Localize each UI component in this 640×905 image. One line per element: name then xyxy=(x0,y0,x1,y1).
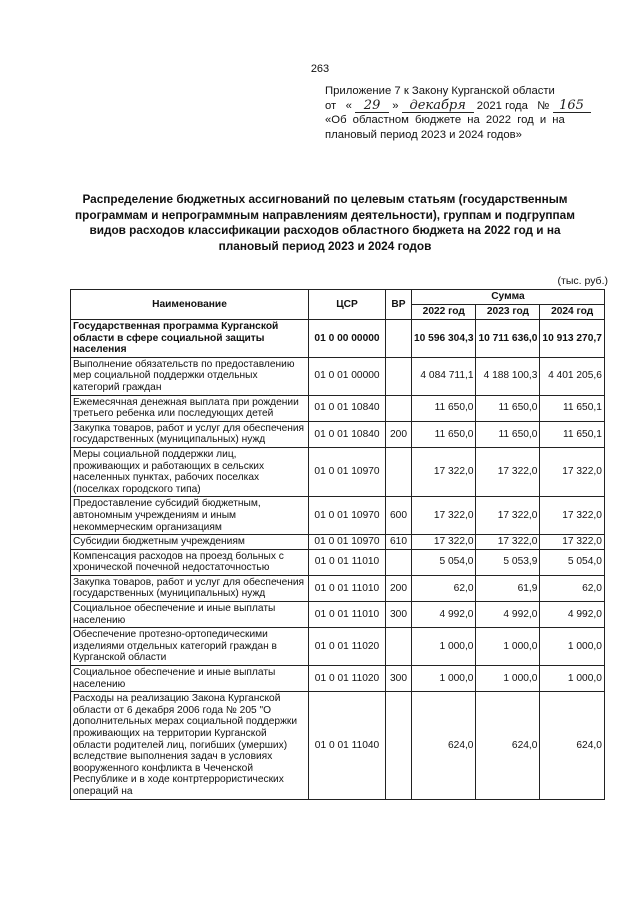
row-2023: 624,0 xyxy=(476,692,540,799)
row-csr: 01 0 01 10970 xyxy=(309,535,386,550)
header-2024: 2024 год xyxy=(540,305,604,320)
quote-open: « xyxy=(345,99,352,112)
row-2024: 4 992,0 xyxy=(540,602,604,628)
row-2024: 62,0 xyxy=(540,575,604,601)
row-name: Закупка товаров, работ и услуг для обеспечения государственных (муниципальных) нужд xyxy=(71,575,309,601)
row-2024: 10 913 270,7 xyxy=(540,320,604,358)
table-row xyxy=(71,535,605,550)
row-2024: 11 650,1 xyxy=(540,421,604,447)
table-row xyxy=(71,628,605,666)
row-2024: 5 054,0 xyxy=(540,549,604,575)
appendix-line-3: «Об областном бюджете на 2022 год и на xyxy=(325,114,565,127)
table-row xyxy=(71,421,605,447)
row-vr xyxy=(386,628,412,666)
row-2024: 17 322,0 xyxy=(540,535,604,550)
row-name: Компенсация расходов на проезд больных с хронической почечной недостаточностью xyxy=(71,549,309,575)
page-number: 263 xyxy=(310,63,330,75)
row-2022: 624,0 xyxy=(412,692,476,799)
row-2023: 10 711 636,0 xyxy=(476,320,540,358)
handwritten-month: декабря xyxy=(402,100,474,113)
header-2022: 2022 год xyxy=(412,305,476,320)
row-2022: 62,0 xyxy=(412,575,476,601)
row-2023: 4 188 100,3 xyxy=(476,357,540,395)
row-csr: 01 0 01 11010 xyxy=(309,575,386,601)
row-csr: 01 0 01 11040 xyxy=(309,692,386,799)
row-name: Социальное обеспечение и иные выплаты населению xyxy=(71,666,309,692)
appendix-header xyxy=(325,84,610,142)
row-2023: 11 650,0 xyxy=(476,395,540,421)
row-name: Закупка товаров, работ и услуг для обеспечения государственных (муниципальных) нужд xyxy=(71,421,309,447)
row-2023: 5 053,9 xyxy=(476,549,540,575)
row-2024: 17 322,0 xyxy=(540,497,604,535)
row-name: Государственная программа Курганской области в сфере социальной защиты населения xyxy=(71,320,309,358)
row-name: Социальное обеспечение и иные выплаты населению xyxy=(71,602,309,628)
handwritten-number: 165 xyxy=(553,100,591,113)
row-csr: 01 0 01 10840 xyxy=(309,421,386,447)
row-2022: 4 992,0 xyxy=(412,602,476,628)
row-name: Ежемесячная денежная выплата при рождении третьего ребенка или последующих детей xyxy=(71,395,309,421)
row-csr: 01 0 01 11010 xyxy=(309,549,386,575)
header-name: Наименование xyxy=(71,290,309,320)
row-2023: 17 322,0 xyxy=(476,497,540,535)
row-2023: 17 322,0 xyxy=(476,535,540,550)
row-name: Меры социальной поддержки лиц, проживающих и работающих в сельских населенных пунктах, рабочих поселках (поселках городского типа) xyxy=(71,447,309,496)
row-vr xyxy=(386,320,412,358)
row-vr: 200 xyxy=(386,575,412,601)
table-row xyxy=(71,602,605,628)
row-vr xyxy=(386,357,412,395)
row-2022: 17 322,0 xyxy=(412,447,476,496)
row-2022: 1 000,0 xyxy=(412,666,476,692)
row-2022: 17 322,0 xyxy=(412,535,476,550)
table-row xyxy=(71,395,605,421)
row-csr: 01 0 01 10840 xyxy=(309,395,386,421)
row-2022: 5 054,0 xyxy=(412,549,476,575)
table-row xyxy=(71,692,605,799)
units-note: (тыс. руб.) xyxy=(557,275,608,287)
row-2024: 1 000,0 xyxy=(540,666,604,692)
row-vr: 610 xyxy=(386,535,412,550)
row-name: Обеспечение протезно-ортопедическими изделиями отдельных категорий граждан в Курганской области xyxy=(71,628,309,666)
header-vr: ВР xyxy=(386,290,412,320)
row-csr: 01 0 01 11010 xyxy=(309,602,386,628)
document-title: Распределение бюджетных ассигнований по целевым статьям (государственным программам и непрограммным направлениям деятельности), группам и подгруппам видов расходов классификации расходов областного бюджета на 2022 год и на плановый период 2023 и 2024 годов xyxy=(75,192,575,253)
row-2023: 61,9 xyxy=(476,575,540,601)
row-2024: 624,0 xyxy=(540,692,604,799)
header-2023: 2023 год xyxy=(476,305,540,320)
from-label: от xyxy=(325,99,337,112)
number-label: № xyxy=(537,99,550,112)
row-csr: 01 0 01 11020 xyxy=(309,628,386,666)
table-row xyxy=(71,357,605,395)
row-vr xyxy=(386,447,412,496)
row-2022: 11 650,0 xyxy=(412,421,476,447)
row-2023: 11 650,0 xyxy=(476,421,540,447)
budget-table xyxy=(70,289,605,800)
row-2022: 17 322,0 xyxy=(412,497,476,535)
row-csr: 01 0 01 00000 xyxy=(309,357,386,395)
quote-close: » xyxy=(392,99,399,112)
row-csr: 01 0 01 11020 xyxy=(309,666,386,692)
row-2023: 1 000,0 xyxy=(476,666,540,692)
row-vr: 300 xyxy=(386,666,412,692)
header-csr: ЦСР xyxy=(309,290,386,320)
row-vr xyxy=(386,692,412,799)
table-row xyxy=(71,497,605,535)
row-2024: 4 401 205,6 xyxy=(540,357,604,395)
row-name: Выполнение обязательств по предоставлению мер социальной поддержки отдельных категорий граждан xyxy=(71,357,309,395)
row-2022: 10 596 304,3 xyxy=(412,320,476,358)
row-csr: 01 0 00 00000 xyxy=(309,320,386,358)
handwritten-day: 29 xyxy=(355,100,389,113)
row-name: Предоставление субсидий бюджетным, автономным учреждениям и иным некоммерческим организациям xyxy=(71,497,309,535)
appendix-line-2 xyxy=(325,99,610,114)
table-row xyxy=(71,666,605,692)
year-text: 2021 года xyxy=(476,99,528,112)
row-2022: 11 650,0 xyxy=(412,395,476,421)
row-name: Расходы на реализацию Закона Курганской области от 6 декабря 2006 года № 205 "О дополнительных мерах социальной поддержки проживающих на территории Курганской области родителей лиц, погибших (умерших) вследствие выполнения задач в условиях вооруженного конфликта в Чеченской Республике и в ходе контртеррористических операций на xyxy=(71,692,309,799)
row-2023: 1 000,0 xyxy=(476,628,540,666)
header-sum: Сумма xyxy=(412,290,605,305)
row-2024: 11 650,1 xyxy=(540,395,604,421)
row-vr: 200 xyxy=(386,421,412,447)
row-2024: 1 000,0 xyxy=(540,628,604,666)
row-2022: 1 000,0 xyxy=(412,628,476,666)
table-row xyxy=(71,447,605,496)
row-vr: 300 xyxy=(386,602,412,628)
row-2023: 4 992,0 xyxy=(476,602,540,628)
appendix-line-1: Приложение 7 к Закону Курганской области xyxy=(325,85,555,97)
row-2022: 4 084 711,1 xyxy=(412,357,476,395)
row-name: Субсидии бюджетным учреждениям xyxy=(71,535,309,550)
row-2024: 17 322,0 xyxy=(540,447,604,496)
row-2023: 17 322,0 xyxy=(476,447,540,496)
table-row xyxy=(71,320,605,358)
table-row xyxy=(71,575,605,601)
table-row xyxy=(71,549,605,575)
row-csr: 01 0 01 10970 xyxy=(309,497,386,535)
appendix-line-4: плановый период 2023 и 2024 годов» xyxy=(325,128,522,141)
row-csr: 01 0 01 10970 xyxy=(309,447,386,496)
row-vr: 600 xyxy=(386,497,412,535)
row-vr xyxy=(386,395,412,421)
row-vr xyxy=(386,549,412,575)
